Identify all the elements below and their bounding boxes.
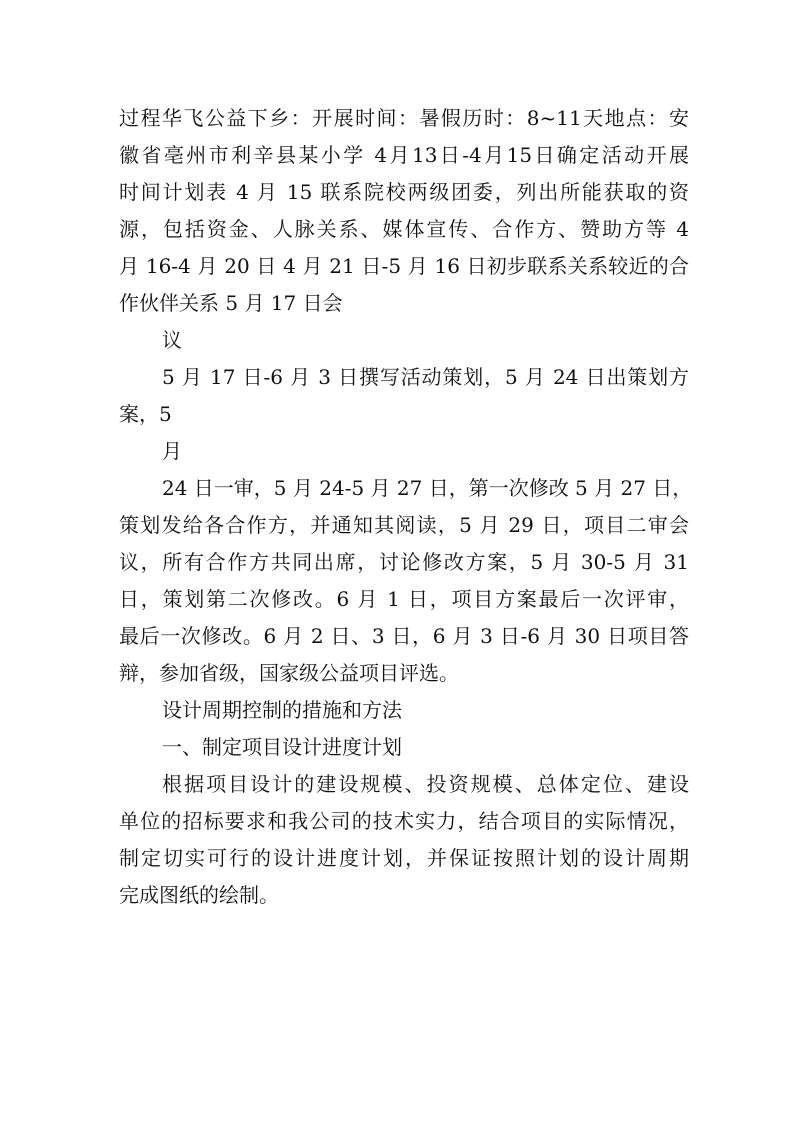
line-text: 完成图纸的绘制。 xyxy=(119,883,279,907)
line-text: 日，策划第二次修改。6 月 1 日，项目方案最后一次评审， xyxy=(119,587,689,611)
paragraph-line xyxy=(119,622,689,650)
paragraph-line xyxy=(119,548,689,576)
line-text: 最后一次修改。6 月 2 日、3 日，6 月 3 日-6 月 30 日项目答 xyxy=(119,624,689,648)
paragraph-line xyxy=(119,252,689,280)
line-text: 制定切实可行的设计进度计划，并保证按照计划的设计周期 xyxy=(119,846,689,870)
line-text: 单位的招标要求和我公司的技术实力，结合项目的实际情况， xyxy=(119,809,689,833)
line-text: 作伙伴关系 5 月 17 日会 xyxy=(119,291,343,315)
line-text: 议 xyxy=(162,328,182,352)
paragraph-line xyxy=(162,363,689,391)
paragraph-line xyxy=(162,474,693,502)
paragraph-line xyxy=(119,141,689,169)
paragraph-line xyxy=(119,585,689,613)
paragraph-line xyxy=(162,437,689,465)
line-text: 源，包括资金、人脉关系、媒体宣传、合作方、赞助方等 4 xyxy=(119,217,689,241)
section-heading xyxy=(162,696,689,724)
line-text: 月 16-4 月 20 日 4 月 21 日-5 月 16 日初步联系关系较近的合 xyxy=(119,254,689,278)
paragraph-line xyxy=(119,807,689,835)
heading-text: 设计周期控制的措施和方法 xyxy=(162,698,402,722)
paragraph-line xyxy=(119,215,689,243)
paragraph-line xyxy=(119,289,689,317)
line-text: 案，5 xyxy=(119,402,172,426)
line-text: 根据项目设计的建设规模、投资规模、总体定位、建设 xyxy=(162,772,689,796)
paragraph-line xyxy=(119,178,689,206)
line-text: 议，所有合作方共同出席，讨论修改方案，5 月 30-5 月 31 xyxy=(119,550,689,574)
line-text: 24 日一审，5 月 24-5 月 27 日，第一次修改 5 月 27 日， xyxy=(162,476,693,500)
paragraph-line xyxy=(162,326,689,354)
line-text: 5 月 17 日-6 月 3 日撰写活动策划，5 月 24 日出策划方 xyxy=(162,365,689,389)
line-text: 时间计划表 4 月 15 联系院校两级团委，列出所能获取的资 xyxy=(119,180,689,204)
line-text: 策划发给各合作方，并通知其阅读，5 月 29 日，项目二审会 xyxy=(119,513,689,537)
line-text: 过程华飞公益下乡：开展时间：暑假历时：8~11天地点：安 xyxy=(119,106,689,130)
line-text: 辩，参加省级，国家级公益项目评选。 xyxy=(119,661,459,685)
paragraph-line xyxy=(119,400,689,428)
paragraph-line xyxy=(119,511,689,539)
paragraph-line xyxy=(119,844,689,872)
line-text: 徽省亳州市利辛县某小学 4月13日-4月15日确定活动开展 xyxy=(119,143,689,167)
paragraph-line xyxy=(162,770,689,798)
paragraph-line xyxy=(119,881,689,909)
subsection-heading xyxy=(162,733,689,761)
heading-text: 一、制定项目设计进度计划 xyxy=(162,735,402,759)
paragraph-line xyxy=(119,104,689,132)
line-text: 月 xyxy=(162,439,182,463)
paragraph-line xyxy=(119,659,689,687)
